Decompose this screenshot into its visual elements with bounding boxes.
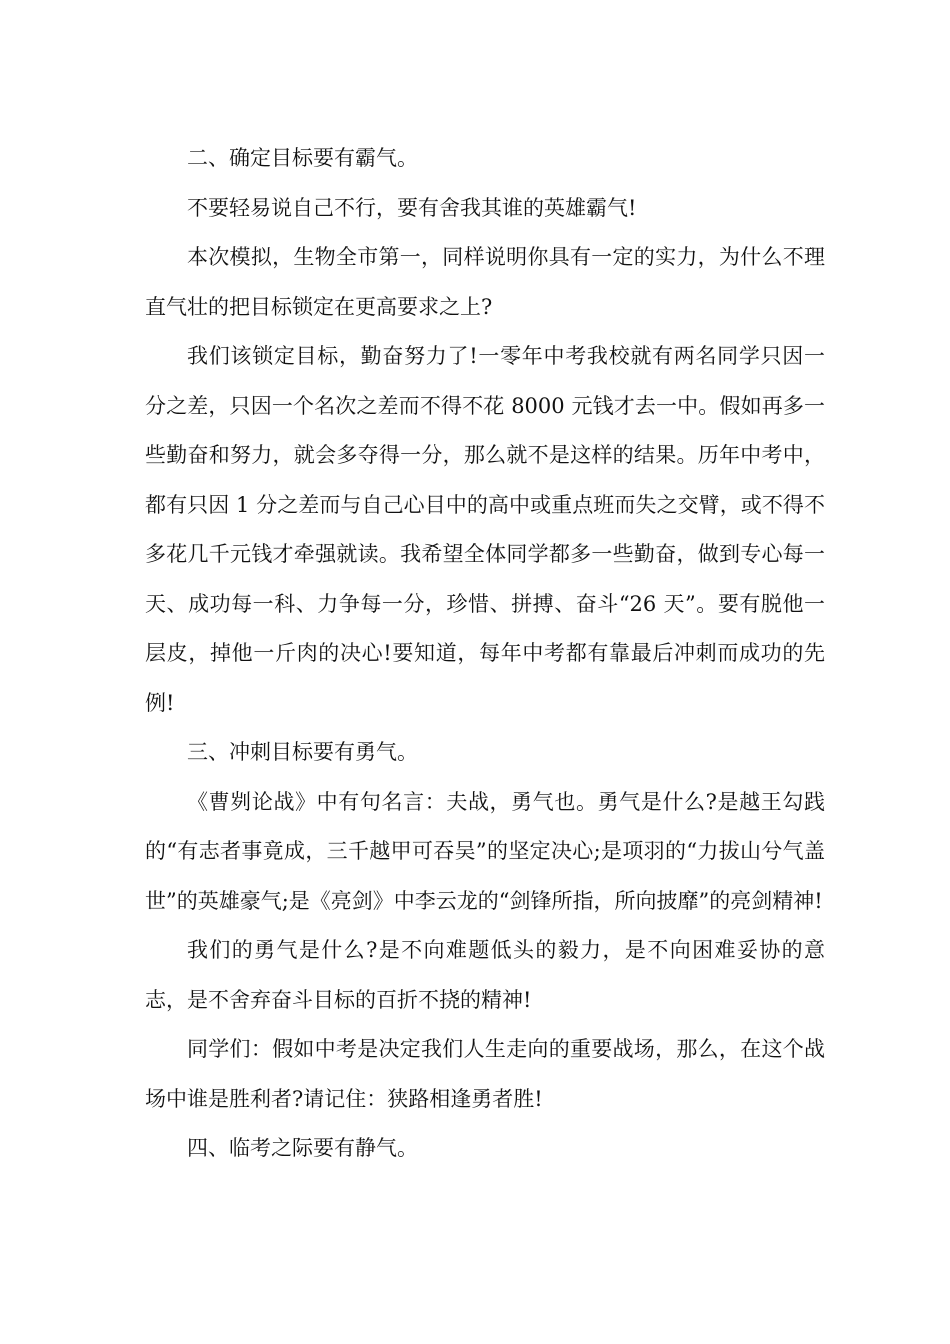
paragraph: 同学们：假如中考是决定我们人生走向的重要战场，那么，在这个战场中谁是胜利者?请记住：狭路相逢勇者胜! (145, 1037, 825, 1111)
section-heading-2: 二、确定目标要有霸气。 (187, 146, 418, 170)
paragraph: 不要轻易说自己不行，要有舍我其谁的英雄霸气! (187, 195, 637, 220)
section-heading-3: 三、冲刺目标要有勇气。 (187, 740, 418, 764)
paragraph: 我们该锁定目标，勤奋努力了!一零年中考我校就有两名同学只因一分之差，只因一个名次之差而不得不花 8000 元钱才去一中。假如再多一些勤奋和努力，就会多夺得一分，那么就不是这样的结果。历年中考中，都有只因 1 分之差而与自己心目中的高中或重点班而失之交臂，或不得不多花几千元钱才牵强就读。我希望全体同学都多一些勤奋，做到专心每一天、成功每一科、力争每一分，珍惜、拼搏、奋斗“26 天”。要有脱他一层皮，掉他一斤肉的决心!要知道，每年中考都有靠最后冲刺而成功的先例! (145, 344, 825, 715)
paragraph: 我们的勇气是什么?是不向难题低头的毅力，是不向困难妥协的意志，是不舍弃奋斗目标的百折不挠的精神! (145, 938, 825, 1012)
paragraph: 本次模拟，生物全市第一，同样说明你具有一定的实力，为什么不理直气壮的把目标锁定在更高要求之上? (145, 245, 825, 319)
document-body (145, 134, 825, 1174)
section-heading-4: 四、临考之际要有静气。 (187, 1136, 418, 1160)
paragraph: 《曹刿论战》中有句名言：夫战，勇气也。勇气是什么?是越王勾践的“有志者事竟成，三千越甲可吞吴”的坚定决心;是项羽的“力拔山兮气盖世”的英雄豪气;是《亮剑》中李云龙的“剑锋所指，所向披靡”的亮剑精神! (145, 789, 825, 913)
